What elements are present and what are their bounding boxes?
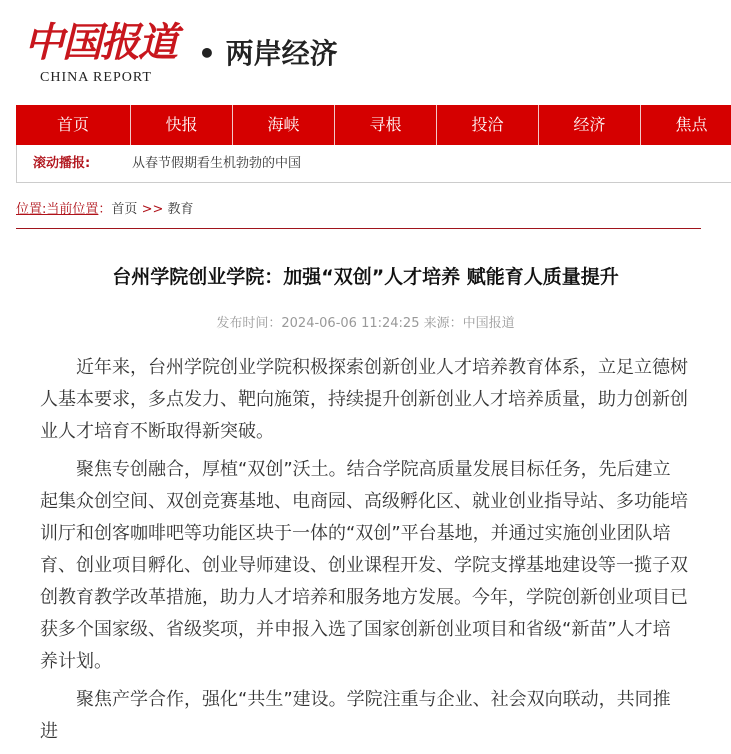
logo-english: CHINA REPORT — [40, 70, 152, 85]
article-paragraph: 近年来，台州学院创业学院积极探索创新创业人才培养教育体系，立足立德树人基本要求，多点发力、靶向施策，持续提升创新创业人才培养质量，助力创新创业人才培育不断取得新突破。 — [40, 357, 688, 442]
logo-chinese: 中国报道 — [24, 19, 176, 66]
nav-item-roots[interactable]: 寻根 — [335, 105, 437, 145]
article-paragraph: 聚焦产学合作，强化“共生”建设。学院注重与企业、社会双向联动，共同推进 — [40, 689, 671, 742]
nav-item-strait[interactable]: 海峡 — [233, 105, 335, 145]
breadcrumb-separator: >> — [141, 202, 164, 217]
article-body — [40, 352, 688, 754]
article-paragraph: 聚焦专创融合，厚植“双创”沃土。结合学院高质量发展目标任务，先后建立起集众创空间、双创竞赛基地、电商园、高级孵化区、就业创业指导站、多功能培训厅和创客咖啡吧等功能区块于一体的“双创”平台基地，并通过实施创业团队培育、创业项目孵化、创业导师建设、创业课程开发、学院支撑基地建设等一揽子双创教育教学改革措施，助力人才培养和服务地方发展。今年，学院创新创业项目已获多个国家级、省级奖项，并申报入选了国家创新创业项目和省级“新苗”人才培养计划。 — [40, 459, 688, 672]
breadcrumb-prefix[interactable]: 位置:当前位置 — [16, 202, 99, 217]
breadcrumb-colon: ： — [98, 202, 112, 217]
divider — [16, 228, 701, 229]
site-name: • 两岸经济 — [198, 37, 338, 70]
nav-item-economy[interactable]: 经济 — [539, 105, 641, 145]
article-title: 台州学院创业学院：加强“双创”人才培养 赋能育人质量提升 — [112, 266, 619, 288]
nav-item-home[interactable]: 首页 — [16, 105, 131, 145]
china-report-logo[interactable] — [24, 20, 184, 90]
main-nav — [16, 105, 731, 145]
breadcrumb-current[interactable]: 教育 — [167, 202, 194, 217]
nav-item-investment[interactable]: 投洽 — [437, 105, 539, 145]
breadcrumb-home[interactable]: 首页 — [111, 202, 138, 217]
breadcrumb — [16, 200, 194, 220]
ticker-label: 滚动播报: — [33, 156, 91, 171]
nav-item-news[interactable]: 快报 — [131, 105, 233, 145]
ticker-link[interactable]: 从春节假期看生机勃勃的中国 — [132, 156, 302, 171]
news-ticker — [16, 145, 731, 183]
article-meta: 发布时间：2024-06-06 11:24:25 来源：中国报道 — [216, 316, 515, 331]
nav-item-focus[interactable]: 焦点 — [641, 105, 731, 145]
